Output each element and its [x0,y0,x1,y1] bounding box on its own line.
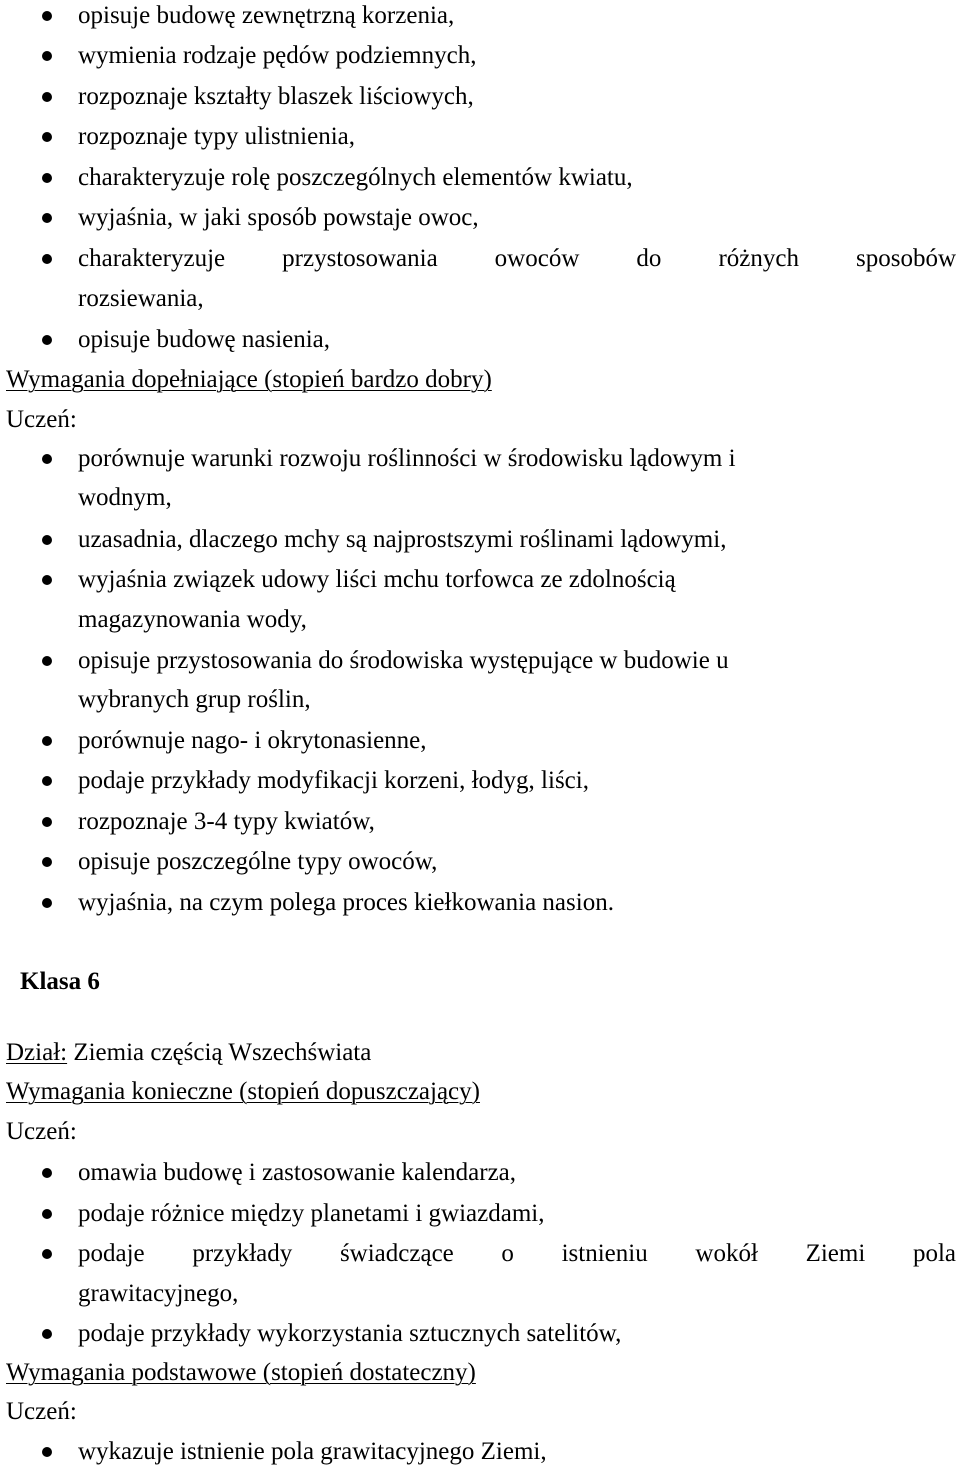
bullet-icon [42,575,52,585]
bullet-icon [42,1447,52,1457]
bullet-icon [42,213,52,223]
list-item-text: grawitacyjnego, [78,1280,239,1307]
student-label: Uczeń: [6,1398,77,1425]
section-title [6,1033,371,1073]
bullet-icon [42,335,52,345]
list-item-text: rozpoznaje kształty blaszek liściowych, [78,83,474,110]
bullet-icon [42,736,52,746]
bullet-icon [42,173,52,183]
list-item-text: porównuje warunki rozwoju roślinności w środowisku lądowym i [78,445,736,472]
list-item-text: wybranych grup roślin, [78,686,311,713]
list-item-text: podaje przykłady wykorzystania sztucznych satelitów, [78,1320,622,1347]
list-item-text: charakteryzuje przystosowania owoców do różnych sposobów [78,245,956,272]
section-label: Dział: [6,1039,68,1066]
bullet-icon [42,51,52,61]
bullet-icon [42,132,52,142]
bullet-icon [42,92,52,102]
list-item-text: uzasadnia, dlaczego mchy są najprostszymi roślinami lądowymi, [78,526,727,553]
list-item-text: wyjaśnia, w jaki sposób powstaje owoc, [78,204,479,231]
list-item-text: wyjaśnia, na czym polega proces kiełkowania nasion. [78,889,614,916]
bullet-icon [42,1209,52,1219]
list-item-text: podaje przykłady świadczące o istnieniu wokół Ziemi pola [78,1240,956,1267]
list-item-text: omawia budowę i zastosowanie kalendarza, [78,1159,517,1186]
list-item-text: wymienia rodzaje pędów podziemnych, [78,42,477,69]
section-value: Ziemia częścią Wszechświata [67,1039,372,1066]
list-item-text: porównuje nago- i okrytonasienne, [78,727,427,754]
student-label: Uczeń: [6,1118,77,1145]
student-label: Uczeń: [6,406,77,433]
list-item-text: wyjaśnia związek udowy liści mchu torfowca ze zdolnością [78,566,676,593]
requirements-heading: Wymagania konieczne (stopień dopuszczający) [6,1078,480,1105]
bullet-icon [42,857,52,867]
list-item-text: opisuje budowę zewnętrzną korzenia, [78,2,455,29]
list-item-text: wykazuje istnienie pola grawitacyjnego Ziemi, [78,1438,547,1465]
list-item-text: rozpoznaje 3-4 typy kwiatów, [78,808,375,835]
list-item-text: wodnym, [78,484,172,511]
bullet-icon [42,1168,52,1178]
bullet-icon [42,817,52,827]
list-item-text: magazynowania wody, [78,606,307,633]
list-item-text: rozsiewania, [78,285,204,312]
list-item-text: charakteryzuje rolę poszczególnych elementów kwiatu, [78,164,633,191]
requirements-heading: Wymagania dopełniające (stopień bardzo dobry) [6,366,492,393]
list-item-text: opisuje budowę nasienia, [78,326,331,353]
bullet-icon [42,1249,52,1259]
bullet-icon [42,898,52,908]
bullet-icon [42,254,52,264]
requirements-heading: Wymagania podstawowe (stopień dostateczny) [6,1359,476,1386]
bullet-icon [42,656,52,666]
list-item-text: podaje różnice między planetami i gwiazdami, [78,1200,545,1227]
bullet-icon [42,1329,52,1339]
bullet-icon [42,535,52,545]
list-item-text: rozpoznaje typy ulistnienia, [78,123,356,150]
bullet-icon [42,776,52,786]
list-item-text: podaje przykłady modyfikacji korzeni, łodyg, liści, [78,767,589,794]
bullet-icon [42,11,52,21]
class-heading: Klasa 6 [20,968,100,995]
list-item-text: opisuje przystosowania do środowiska występujące w budowie u [78,647,729,674]
bullet-icon [42,454,52,464]
list-item-text: opisuje poszczególne typy owoców, [78,848,438,875]
